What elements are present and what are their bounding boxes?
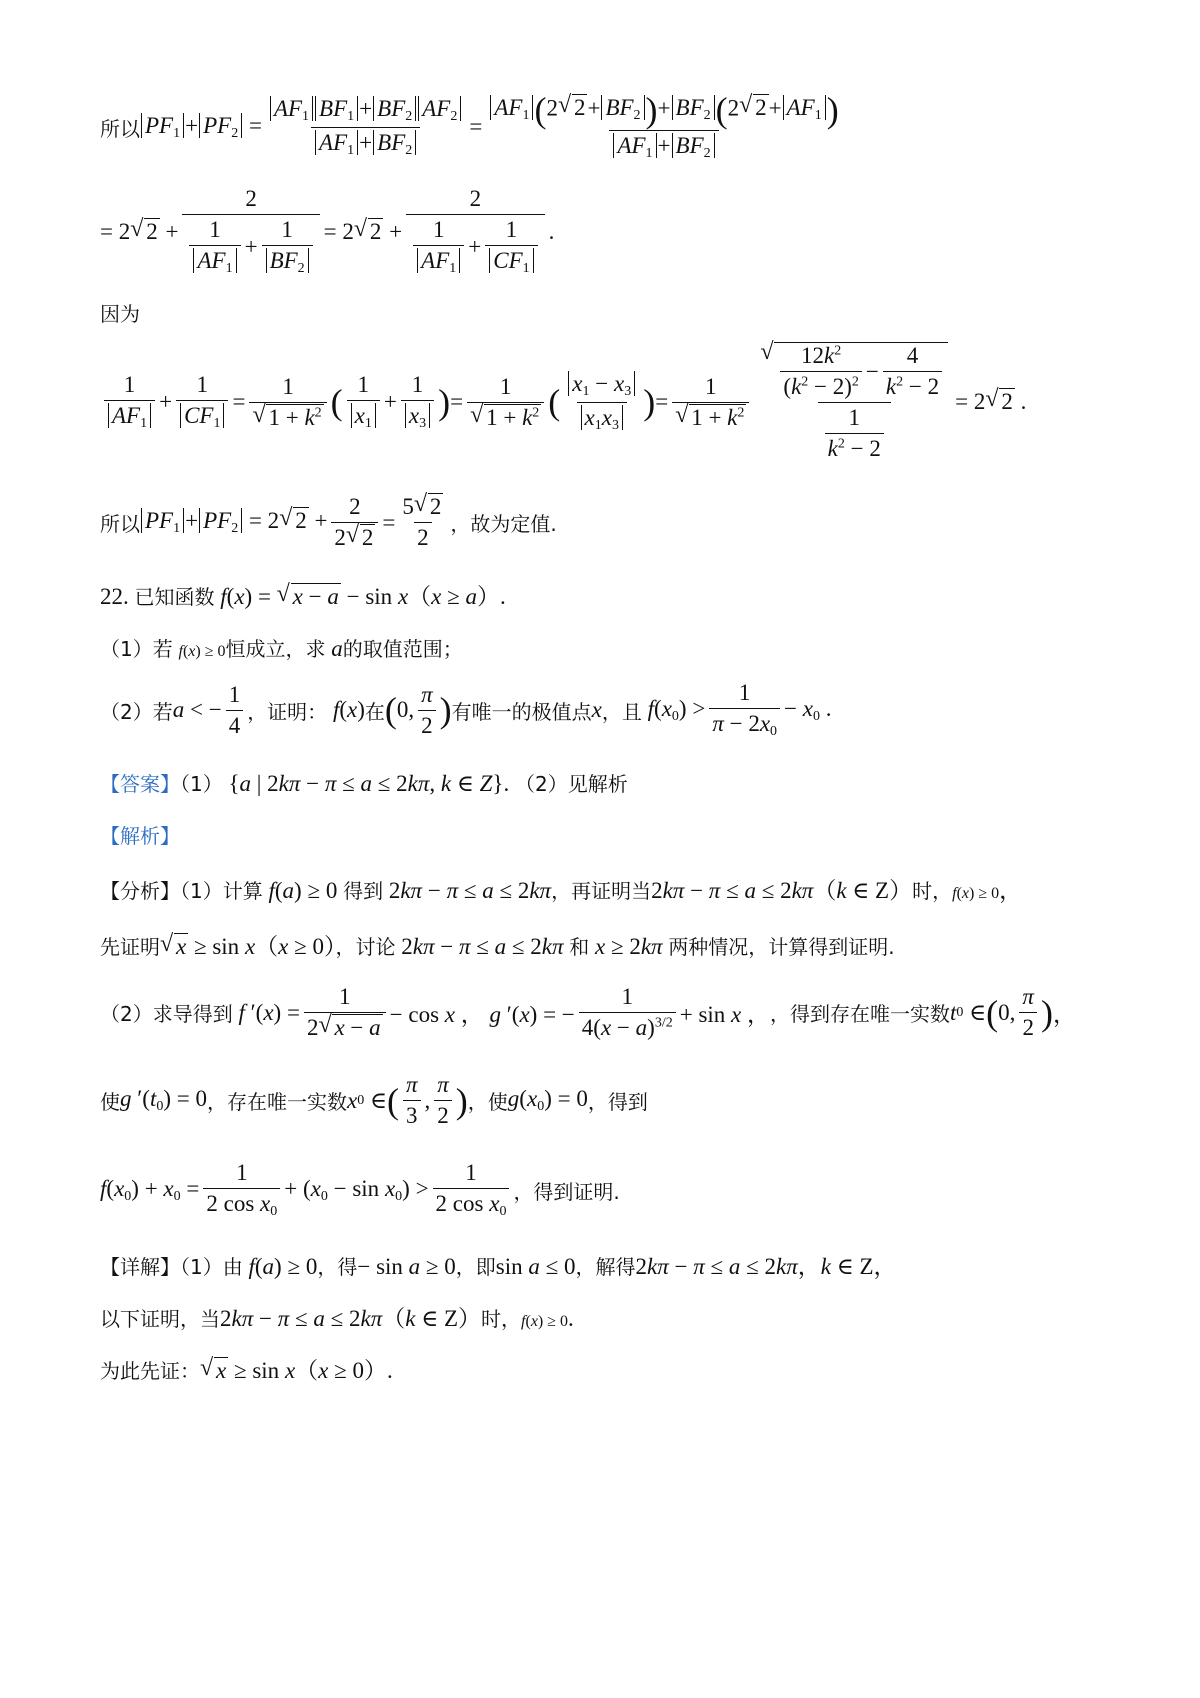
fraction-2: $\frac{AF_1 (2√ 2+ BF_2 )+ BF_2 (2√ 2+ AF_1 )}{AF_1 + BF_2}$ [486, 92, 841, 162]
eq-line-2: = 2√ 2 + 2 $\frac{1}{AF_1}$ + $\frac{1}{BF_2}$ = 2√ 2 + 2 $\frac{1}{AF_1}$ + $\frac{1}{CF_1}$ . [100, 186, 554, 277]
fenxi-2a: 先证明 [100, 935, 160, 959]
part2-text3: 有唯一的极值点 [451, 699, 592, 724]
eq-line-4: $\frac{1}{AF_1}$ + $\frac{1}{CF_1}$ = 1 √ $1 + k^2$ ( $\frac{1}{x_1}$ + $\frac{1}{x_3}$ ) = 1 √ $1 + k^2$ ( $\frac{x_1 - x_3}{x_1x_3}$ ) = 1 √ $1 + k^2$ √ $\frac{12k^2}{(k^2 - 2)^2}$ − $\frac{4}{k^2 - 2}$ $\frac{1}{k^2 - 2}$ = 2√ 2 . [100, 342, 1026, 462]
fenxi-3b: ，得到存在唯一实数 [770, 1002, 950, 1026]
fenxi-2c: 和 [569, 935, 590, 959]
xj-1b: ，得 [317, 1255, 358, 1279]
part2-label: （2）若 [100, 699, 173, 724]
fraction-4: 2 $\frac{1}{AF_1}$ + $\frac{1}{CF_1}$ [406, 186, 544, 277]
xj-2a: 以下证明，当 [100, 1307, 220, 1331]
xiangjie-tag: 【详解】 [100, 1255, 180, 1279]
part1-label: （1）若 [100, 637, 173, 661]
fenxi-5: ，得到证明. [513, 1179, 620, 1204]
fenxi-1a: （1）计算 [180, 879, 263, 903]
detail-line-3: 为此先证：√ x ≥ sin x（x ≥ 0）. [100, 1352, 393, 1385]
fenxi-1b: 得到 [343, 879, 384, 903]
eq-line-5: 所以 $PF_1 + PF_2 = 2√$ 2 + $\frac{2}{2√ 2}$ = $\frac{5√ 2}{2}$ ，故为定值. [100, 494, 557, 551]
xj-2b: 时， [481, 1307, 522, 1331]
fenxi-2d: 两种情况，计算得到证明. [668, 935, 895, 959]
answer-part2: （2）见解析 [514, 772, 628, 796]
part1-text: 恒成立，求 [225, 637, 326, 661]
analysis-line-3: （2）求导得到 f ′(x) = $\frac{1}{2√ x - a}$ − cos x ， g ′(x) = − $\frac{1}{4(x - a)^{3/2}}$ + sin x ， ，得到存在唯一实数 t 0 ∈ ( 0, $\frac{\pi}{2}$ ) ， [100, 984, 1076, 1041]
fraction-1: $\frac{AF_1 BF_1 + BF_2 AF_2}{AF_1 + BF_2}$ [266, 96, 465, 159]
text-yinwei: 因为 [100, 302, 140, 326]
fenxi-4a: 使 [100, 1090, 120, 1114]
question-22-part1: （1）若 f(x) ≥ 0恒成立，求 a的取值范围； [100, 636, 463, 661]
answer-tag: 【答案】 [100, 772, 180, 796]
detail-line-1: 【详解】（1）由 f(a) ≥ 0，得− sin a ≥ 0，即sin a ≤ 0，解得2kπ − π ≤ a ≤ 2kπ，k ∈ Z， [100, 1254, 897, 1279]
answer-line: 【答案】（1） {a | 2kπ − π ≤ a ≤ 2kπ, k ∈ Z}. （2）见解析 [100, 771, 628, 796]
xj-1c: ，即 [455, 1255, 496, 1279]
part2-text2: 在 [364, 699, 385, 724]
fenxi-4d: ，得到 [587, 1090, 648, 1114]
text-guweidingzhi: ，故为定值. [450, 512, 557, 536]
question-22-part2: （2）若 a < − $\frac{1}{4}$ ，证明： f(x) 在 ( 0, $\frac{\pi}{2}$ ) 有唯一的极值点 x ，且 $f(x_0)$ > $\frac{1}{\pi - 2x_0}$ − $x_0$ . [100, 680, 832, 739]
analysis-line-4: 使 g $'(t_0) = 0$ ，存在唯一实数 x 0 ∈ ( $\frac{\pi}{3}$ , $\frac{\pi}{2}$ ) ，使 $g(x_0) = 0$ ，得到 [100, 1072, 648, 1128]
xj-3a: 为此先证： [100, 1359, 200, 1383]
fenxi-2b: ，讨论 [335, 935, 396, 959]
analysis-line-5: $f(x_0) + x_0$ = $\frac{1}{2 \cos x_0}$ + $(x_0 - \sin x_0)$ > $\frac{1}{2 \cos x_0}$ ，得到证明. [100, 1160, 620, 1219]
formula-pf-sum: $PF_1 + PF_2$ = [140, 113, 262, 142]
fenxi-1d: 时， [912, 879, 953, 903]
question-number: 22. [100, 584, 129, 609]
part2-text1: ，证明： [247, 699, 328, 724]
detail-line-2: 以下证明，当2kπ − π ≤ a ≤ 2kπ（k ∈ Z）时，f(x) ≥ 0. [100, 1306, 574, 1331]
question-stem: 已知函数 [134, 585, 215, 609]
fenxi-3a: （2）求导得到 [100, 1002, 233, 1026]
fenxi-tag: 【分析】 [100, 879, 180, 903]
answer-part1-label: （1） [180, 772, 223, 796]
xj-1d: ，解得 [575, 1255, 636, 1279]
text-suoyi-2: 所以 [100, 512, 140, 536]
fraction-big-sqrt: √ $\frac{12k^2}{(k^2 - 2)^2}$ − $\frac{4}{k^2 - 2}$ $\frac{1}{k^2 - 2}$ [757, 342, 951, 462]
xj-1a: （1）由 [180, 1255, 243, 1279]
jiexi-tag: 【解析】 [100, 824, 180, 848]
analysis-line-2: 先证明√ x ≥ sin x（x ≥ 0），讨论 2kπ − π ≤ a ≤ 2kπ 和 x ≥ 2kπ 两种情况，计算得到证明. [100, 928, 895, 961]
fenxi-4c: ，使 [467, 1090, 508, 1114]
eq-line-1: 所以 $PF_1 + PF_2$ = $\frac{AF_1 BF_1 + BF_2 AF_2}{AF_1 + BF_2}$ = $\frac{AF_1 (2√ 2+ BF_2 )+ BF_2 (2√ 2+ AF_1 )}{AF_1 + BF_2}$ [100, 92, 846, 162]
fraction-3: 2 $\frac{1}{AF_1}$ + $\frac{1}{BF_2}$ [182, 186, 319, 277]
fenxi-4b: ，存在唯一实数 [206, 1090, 347, 1114]
part1-text2: 的取值范围； [342, 637, 463, 661]
analysis-line-1: 【分析】（1）计算 f(a) ≥ 0 得到 2kπ − π ≤ a ≤ 2kπ，再证明当2kπ − π ≤ a ≤ 2kπ（k ∈ Z）时，f(x) ≥ 0， [100, 878, 1023, 903]
question-22: 22. 已知函数 f(x) = √ x − a − sin x（x ≥ a）. [100, 578, 506, 611]
part2-text4: ，且 [601, 699, 642, 724]
text-suoyi-1: 所以 [100, 116, 140, 141]
fenxi-1c: ，再证明当 [551, 879, 652, 903]
